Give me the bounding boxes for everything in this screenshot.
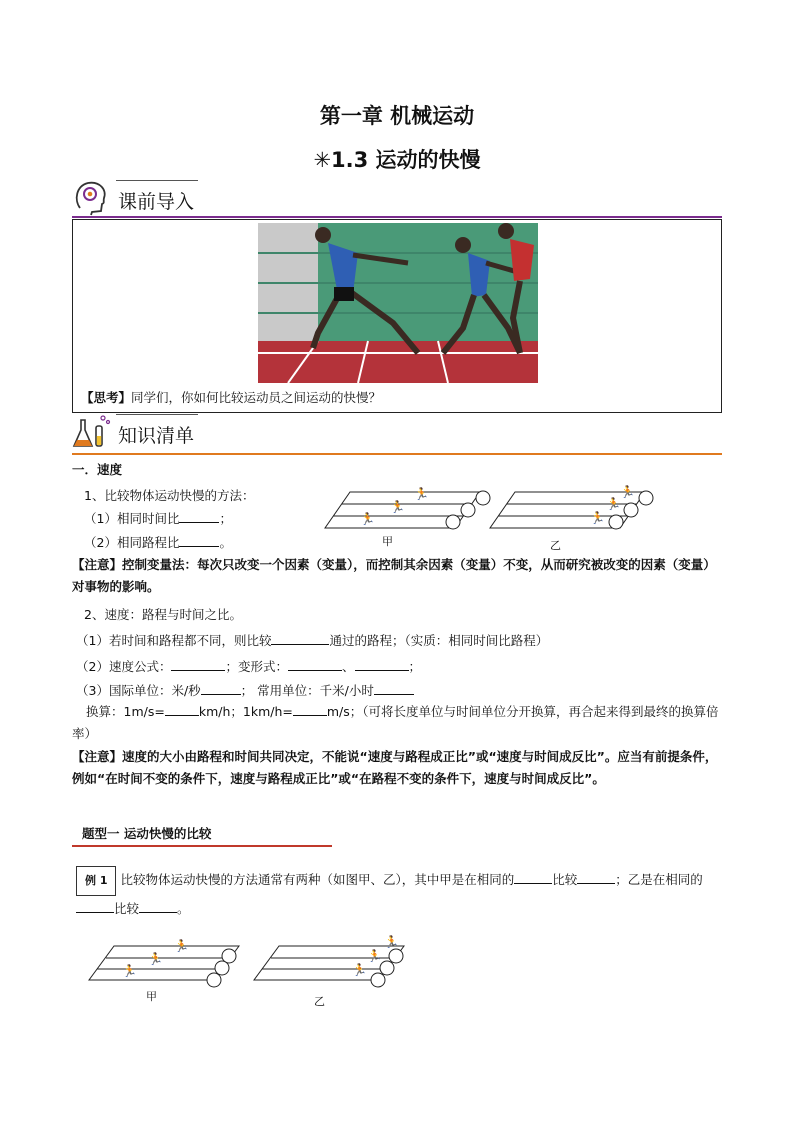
item2-1: （1）若时间和路程都不同，则比较 通过的路程；（实质：相同时间比路程） bbox=[76, 630, 548, 651]
think-tag: 【思考】 bbox=[81, 390, 132, 405]
purple-rule bbox=[72, 216, 722, 218]
orange-rule bbox=[72, 453, 722, 455]
unit-conversion: 换算：1m/s= km/h；1km/h= m/s；（可将长度单位与时间单位分开换算，再合起来得到最终的换算倍率） bbox=[72, 701, 724, 745]
preview-section-header bbox=[72, 180, 722, 220]
blank[interactable] bbox=[355, 656, 409, 671]
svg-text:🏃: 🏃 bbox=[122, 964, 137, 978]
svg-text:🏃: 🏃 bbox=[606, 497, 621, 511]
blank[interactable] bbox=[179, 508, 219, 523]
blank[interactable] bbox=[76, 898, 114, 913]
knowledge-heading: 知识清单 bbox=[118, 425, 195, 447]
svg-text:🏃: 🏃 bbox=[360, 512, 375, 526]
blank[interactable] bbox=[271, 630, 329, 645]
think-text: 同学们，你如何比较运动员之间运动的快慢？ bbox=[131, 390, 382, 405]
blank[interactable] bbox=[139, 898, 177, 913]
note-speed: 【注意】速度的大小由路程和时间共同决定，不能说“速度与路程成正比”或“速度与时间成反比”。应当有前提条件，例如“在时间不变的条件下，速度与路程成正比”或“在路程不变的条件下，速度与时间成反比”。 bbox=[72, 749, 718, 786]
svg-text:🏃: 🏃 bbox=[352, 963, 367, 977]
fig-label-jia: 甲 bbox=[382, 535, 393, 548]
blank[interactable] bbox=[514, 869, 552, 884]
sprinters-photo bbox=[258, 223, 538, 383]
svg-text:🏃: 🏃 bbox=[367, 949, 382, 963]
example-track-jia bbox=[89, 939, 239, 987]
knowledge-section-header bbox=[72, 414, 722, 454]
item2: 2、速度：路程与时间之比。 bbox=[84, 607, 242, 622]
topic-title: 题型一 运动快慢的比较 bbox=[82, 826, 212, 841]
item1-a: （1）相同时间比 ； bbox=[84, 508, 232, 529]
svg-text:🏃: 🏃 bbox=[384, 935, 399, 949]
blank[interactable] bbox=[179, 532, 219, 547]
preview-heading: 课前导入 bbox=[118, 191, 195, 213]
item2-3: （3）国际单位：米/秒 ； 常用单位：千米/小时 bbox=[76, 680, 414, 701]
svg-text:🏃: 🏃 bbox=[174, 939, 189, 953]
example-track-yi bbox=[254, 935, 404, 987]
think-question bbox=[81, 388, 381, 408]
chapter-title: 第一章 机械运动 bbox=[319, 104, 475, 128]
head-thinking-icon bbox=[72, 178, 110, 216]
example-label: 例 1 bbox=[76, 866, 116, 896]
svg-text:🏃: 🏃 bbox=[414, 487, 429, 501]
blank[interactable] bbox=[293, 701, 327, 716]
track-jia bbox=[325, 487, 490, 529]
blank[interactable] bbox=[577, 869, 615, 884]
blank[interactable] bbox=[288, 656, 342, 671]
svg-text:🏃: 🏃 bbox=[620, 485, 635, 499]
example-fig-label-yi: 乙 bbox=[314, 995, 325, 1008]
track-yi bbox=[490, 485, 653, 529]
blank[interactable] bbox=[165, 701, 199, 716]
preview-box bbox=[72, 219, 722, 413]
blank[interactable] bbox=[374, 680, 414, 695]
blank[interactable] bbox=[201, 680, 241, 695]
part1-title: 一．速度 bbox=[72, 462, 123, 477]
example-fig-label-jia: 甲 bbox=[146, 990, 157, 1003]
svg-text:🏃: 🏃 bbox=[148, 952, 163, 966]
item1: 1、比较物体运动快慢的方法： bbox=[84, 488, 255, 503]
svg-text:🏃: 🏃 bbox=[590, 511, 605, 525]
example-track-figure bbox=[84, 932, 424, 994]
note-control-variable: 【注意】控制变量法：每次只改变一个因素（变量），而控制其余因素（变量）不变，从而研究被改变的因素（变量）对事物的影响。 bbox=[72, 557, 716, 594]
item2-2: （2）速度公式： ；变形式： 、 ； bbox=[76, 656, 421, 677]
lab-flask-icon bbox=[72, 412, 112, 452]
item1-b: （2）相同路程比 。 bbox=[84, 532, 232, 553]
red-rule bbox=[72, 845, 332, 847]
example-1: 例 1 比较物体运动快慢的方法通常有两种（如图甲、乙），其中甲是在相同的 比较 ；乙是在相同的比较 。 bbox=[76, 866, 724, 922]
section-title: ✳1.3 运动的快慢 bbox=[313, 148, 481, 172]
track-comparison-figure bbox=[320, 480, 660, 550]
blank[interactable] bbox=[171, 656, 225, 671]
fig-label-yi: 乙 bbox=[550, 539, 561, 552]
svg-text:🏃: 🏃 bbox=[390, 500, 405, 514]
